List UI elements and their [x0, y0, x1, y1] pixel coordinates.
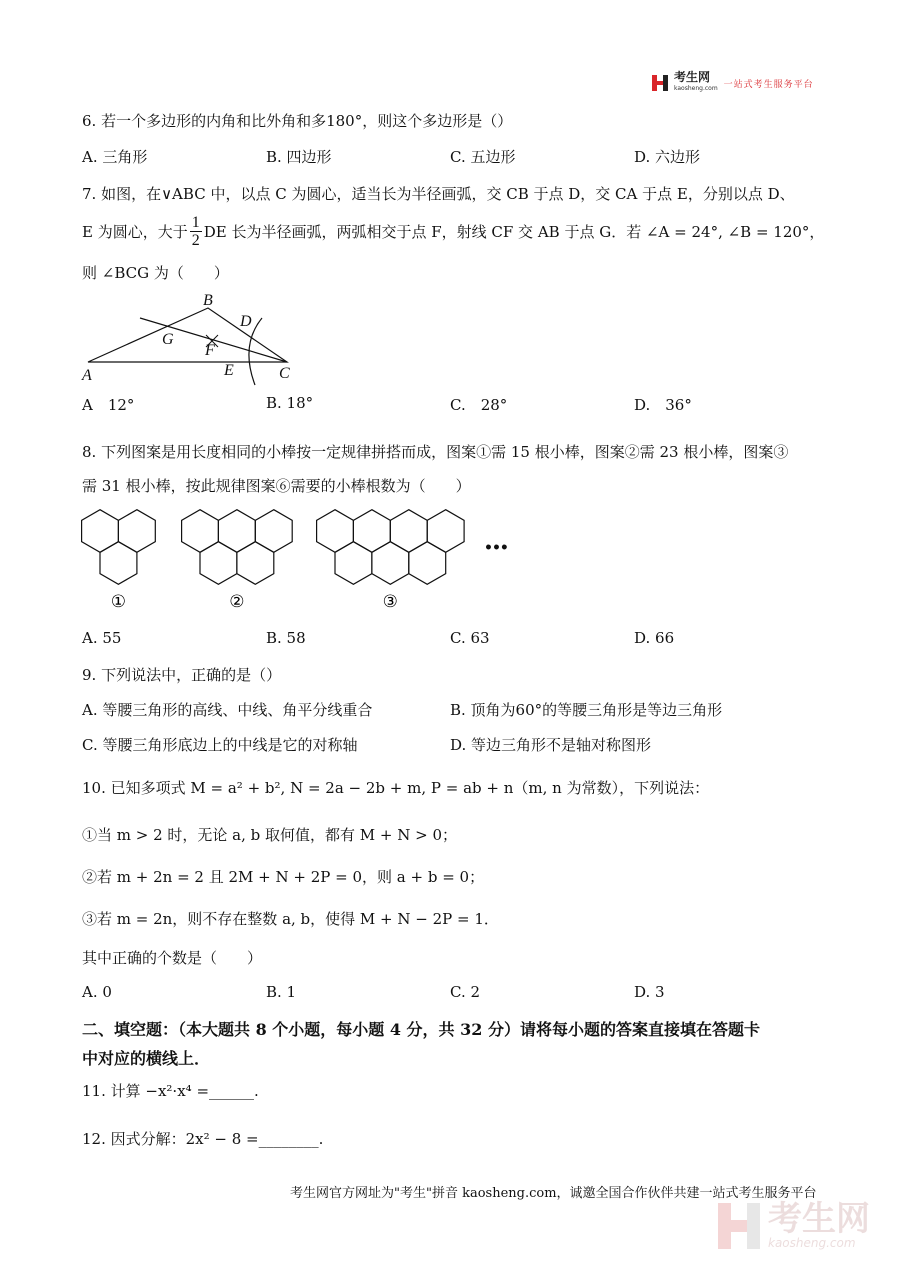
q10-stem: 10. 已知多项式 M = a² + b², N = 2a − 2b + m, P = ab + n（m, n 为常数），下列说法： — [82, 779, 710, 797]
q6-option-d: D. 六边形 — [634, 148, 701, 166]
q6-option-b: B. 四边形 — [266, 148, 332, 166]
q9-option-d: D. 等边三角形不是轴对称图形 — [450, 736, 652, 754]
watermark-logo — [718, 1199, 870, 1250]
hexagon — [255, 510, 292, 553]
q6-option-a: A. 三角形 — [82, 148, 148, 166]
q9-option-c: C. 等腰三角形底边上的中线是它的对称轴 — [82, 736, 358, 754]
q9-option-a: A. 等腰三角形的高线、中线、角平分线重合 — [82, 701, 373, 719]
q6-stem: 6. 若一个多边形的内角和比外角和多180°，则这个多边形是（） — [82, 112, 513, 130]
q10-option-c: C. 2 — [450, 983, 481, 1001]
site-logo — [652, 72, 814, 94]
q7-line2-b: DE 长为半径画弧，两弧相交于点 F，射线 CF 交 AB 于点 G．若 ∠A = 24°, ∠B = 120°， — [203, 223, 825, 241]
footer-text: 考生网官方网址为"考生"拼音 kaosheng.com，诚邀全国合作伙伴共建一站式考生服务平台 — [290, 1186, 817, 1201]
logo-domain: kaosheng.com — [674, 85, 718, 92]
hexagon — [237, 542, 274, 585]
q8-option-b: B. 58 — [266, 629, 306, 647]
watermark-domain: kaosheng.com — [768, 1236, 856, 1250]
hexagon — [82, 510, 119, 553]
q9-option-b: B. 顶角为60°的等腰三角形是等边三角形 — [450, 701, 723, 719]
hexagon — [427, 510, 464, 553]
hexagon — [218, 510, 255, 553]
q7-line1: 7. 如图，在∨ABC 中，以点 C 为圆心，适当长为半径画弧，交 CB 于点 D，交 CA 于点 E，分别以点 D、 — [82, 185, 795, 203]
pattern-label: ② — [229, 592, 245, 612]
q8-line1: 8. 下列图案是用长度相同的小棒按一定规律拼搭而成，图案①需 15 根小棒，图案②需 23 根小棒，图案③ — [82, 443, 789, 461]
q7-option-c: C. 28° — [450, 396, 508, 414]
q7-line3: 则 ∠BCG 为（ ） — [82, 264, 229, 282]
q12-text: 12. 因式分解：2x² − 8 =________. — [82, 1130, 324, 1148]
q10-option-d: D. 3 — [634, 983, 665, 1001]
q8-option-a: A. 55 — [82, 629, 122, 647]
q9-stem: 9. 下列说法中，正确的是（） — [82, 666, 282, 684]
q8-option-c: C. 63 — [450, 629, 490, 647]
section-heading-line1: 二、填空题：（本大题共 8 个小题，每小题 4 分，共 32 分）请将每小题的答案直接填在答题卡 — [82, 1020, 760, 1039]
q10-statement-1: ①当 m > 2 时，无论 a, b 取何值，都有 M + N > 0； — [82, 826, 458, 844]
logo-slogan: 一站式考生服务平台 — [723, 79, 814, 90]
hexagon — [100, 542, 137, 585]
hexagon — [409, 542, 446, 585]
watermark-name: 考生网 — [768, 1199, 870, 1239]
q7-option-d: D. 36° — [634, 396, 692, 414]
ellipsis: ••• — [484, 540, 508, 556]
q7-option-b: B. 18° — [266, 394, 314, 412]
pattern-label: ① — [110, 592, 127, 612]
q8-line2: 需 31 根小棒，按此规律图案⑥需要的小棒根数为（ ） — [82, 477, 471, 495]
hexagon — [390, 510, 427, 553]
hexagon — [335, 542, 372, 585]
q7-option-a: A 12° — [82, 396, 135, 414]
label-c: C — [279, 365, 290, 382]
triangle-abc — [88, 308, 287, 362]
hexagon — [182, 510, 219, 553]
hexagon — [118, 510, 155, 553]
watermark-mark-icon — [718, 1203, 760, 1249]
triangle-figure — [0, 0, 320, 390]
q8-option-d: D. 66 — [634, 629, 675, 647]
q10-statement-3: ③若 m = 2n，则不存在整数 a, b，使得 M + N − 2P = 1． — [82, 910, 499, 928]
label-b: B — [203, 292, 213, 309]
pattern-label: ③ — [382, 592, 398, 612]
label-d: D — [240, 313, 252, 330]
q6-option-c: C. 五边形 — [450, 148, 516, 166]
label-e: E — [224, 362, 234, 379]
label-g: G — [162, 331, 174, 348]
q7-line2-a: E 为圆心，大于 — [82, 223, 188, 241]
logo-mark-icon — [652, 75, 668, 91]
hexagon — [317, 510, 354, 553]
hexagon-patterns — [0, 495, 560, 615]
section-heading-line2: 中对应的横线上． — [82, 1049, 211, 1068]
q10-statement-2: ②若 m + 2n = 2 且 2M + N + 2P = 0，则 a + b = 0； — [82, 868, 485, 886]
label-f: F — [205, 342, 215, 359]
q10-option-b: B. 1 — [266, 983, 297, 1001]
q10-question: 其中正确的个数是（ ） — [82, 949, 263, 967]
label-a: A — [82, 367, 92, 384]
hexagon — [353, 510, 390, 553]
hexagon — [372, 542, 409, 585]
q11-text: 11. 计算 −x²·x⁴ =______. — [82, 1082, 259, 1100]
logo-name: 考生网 — [674, 70, 711, 84]
q10-option-a: A. 0 — [82, 983, 112, 1001]
hexagon — [200, 542, 237, 585]
fraction-half: $\frac{1}{2}$ — [191, 214, 200, 249]
